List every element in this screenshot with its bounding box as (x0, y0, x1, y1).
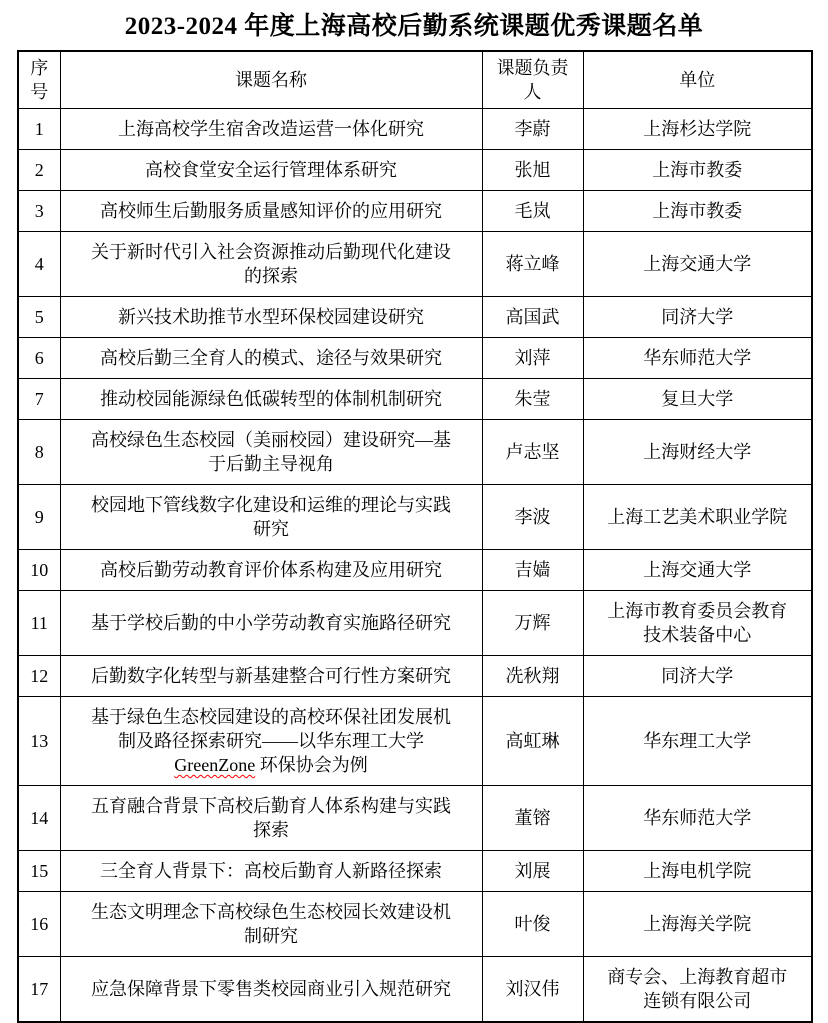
cell-index: 11 (18, 591, 60, 656)
cell-leader: 叶俊 (482, 892, 583, 957)
cell-unit: 同济大学 (583, 656, 812, 697)
cell-project-name: 上海高校学生宿舍改造运营一体化研究 (60, 109, 482, 150)
cell-leader: 董镕 (482, 786, 583, 851)
cell-index: 3 (18, 191, 60, 232)
cell-unit: 华东师范大学 (583, 786, 812, 851)
cell-project-name: 关于新时代引入社会资源推动后勤现代化建设的探索 (60, 232, 482, 297)
table-row (18, 591, 812, 656)
cell-leader: 刘展 (482, 851, 583, 892)
table-row (18, 656, 812, 697)
cell-index: 4 (18, 232, 60, 297)
cell-unit: 上海市教育委员会教育技术装备中心 (583, 591, 812, 656)
header-row (18, 51, 812, 109)
cell-project-name: 高校绿色生态校园（美丽校园）建设研究—基于后勤主导视角 (60, 420, 482, 485)
table-body (18, 109, 812, 1023)
cell-unit: 上海电机学院 (583, 851, 812, 892)
cell-index: 8 (18, 420, 60, 485)
header-unit: 单位 (583, 51, 812, 109)
cell-leader: 高国武 (482, 297, 583, 338)
cell-leader: 毛岚 (482, 191, 583, 232)
table-row (18, 851, 812, 892)
cell-index: 1 (18, 109, 60, 150)
table-row (18, 420, 812, 485)
cell-unit: 上海市教委 (583, 191, 812, 232)
cell-project-name: 三全育人背景下：高校后勤育人新路径探索 (60, 851, 482, 892)
cell-index: 5 (18, 297, 60, 338)
header-index: 序号 (18, 51, 60, 109)
cell-unit: 上海交通大学 (583, 550, 812, 591)
cell-leader: 卢志坚 (482, 420, 583, 485)
cell-leader: 吉嫱 (482, 550, 583, 591)
cell-index: 16 (18, 892, 60, 957)
table-header (18, 51, 812, 109)
cell-index: 9 (18, 485, 60, 550)
spellcheck-flagged-word: GreenZone (174, 755, 256, 775)
cell-leader: 刘萍 (482, 338, 583, 379)
award-table (17, 50, 813, 1023)
table-row (18, 550, 812, 591)
cell-leader: 万辉 (482, 591, 583, 656)
cell-unit: 上海交通大学 (583, 232, 812, 297)
cell-leader: 李蔚 (482, 109, 583, 150)
table-row (18, 191, 812, 232)
cell-index: 10 (18, 550, 60, 591)
cell-project-name: 新兴技术助推节水型环保校园建设研究 (60, 297, 482, 338)
cell-leader: 刘汉伟 (482, 957, 583, 1023)
table-row (18, 150, 812, 191)
cell-unit: 华东理工大学 (583, 697, 812, 786)
cell-project-name: 高校食堂安全运行管理体系研究 (60, 150, 482, 191)
cell-leader: 高虹琳 (482, 697, 583, 786)
table-row (18, 297, 812, 338)
table-row (18, 892, 812, 957)
cell-index: 7 (18, 379, 60, 420)
cell-leader: 蒋立峰 (482, 232, 583, 297)
cell-unit: 复旦大学 (583, 379, 812, 420)
cell-project-name: 五育融合背景下高校后勤育人体系构建与实践探索 (60, 786, 482, 851)
cell-leader: 朱莹 (482, 379, 583, 420)
cell-leader: 张旭 (482, 150, 583, 191)
cell-project-name: 应急保障背景下零售类校园商业引入规范研究 (60, 957, 482, 1023)
cell-project-name: 校园地下管线数字化建设和运维的理论与实践研究 (60, 485, 482, 550)
table-row (18, 232, 812, 297)
cell-index: 14 (18, 786, 60, 851)
header-leader: 课题负责人 (482, 51, 583, 109)
cell-index: 15 (18, 851, 60, 892)
cell-unit: 上海杉达学院 (583, 109, 812, 150)
table-row (18, 379, 812, 420)
cell-project-name: 高校后勤三全育人的模式、途径与效果研究 (60, 338, 482, 379)
cell-leader: 冼秋翔 (482, 656, 583, 697)
cell-unit: 上海海关学院 (583, 892, 812, 957)
cell-unit: 商专会、上海教育超市连锁有限公司 (583, 957, 812, 1023)
cell-index: 13 (18, 697, 60, 786)
table-row (18, 697, 812, 786)
cell-index: 17 (18, 957, 60, 1023)
cell-project-name: 推动校园能源绿色低碳转型的体制机制研究 (60, 379, 482, 420)
table-row (18, 485, 812, 550)
cell-unit: 上海工艺美术职业学院 (583, 485, 812, 550)
table-row (18, 338, 812, 379)
page-title: 2023-2024 年度上海高校后勤系统课题优秀课题名单 (124, 13, 704, 40)
cell-leader: 李波 (482, 485, 583, 550)
cell-project-name: 基于绿色生态校园建设的高校环保社团发展机制及路径探索研究——以华东理工大学GreenZone 环保协会为例 (60, 697, 482, 786)
cell-unit: 华东师范大学 (583, 338, 812, 379)
cell-project-name: 基于学校后勤的中小学劳动教育实施路径研究 (60, 591, 482, 656)
header-project-name: 课题名称 (60, 51, 482, 109)
table-row (18, 109, 812, 150)
cell-index: 6 (18, 338, 60, 379)
cell-index: 2 (18, 150, 60, 191)
cell-unit: 上海财经大学 (583, 420, 812, 485)
cell-project-name: 高校师生后勤服务质量感知评价的应用研究 (60, 191, 482, 232)
table-row (18, 786, 812, 851)
cell-project-name: 生态文明理念下高校绿色生态校园长效建设机制研究 (60, 892, 482, 957)
cell-unit: 上海市教委 (583, 150, 812, 191)
table-row (18, 957, 812, 1023)
cell-project-name: 后勤数字化转型与新基建整合可行性方案研究 (60, 656, 482, 697)
cell-unit: 同济大学 (583, 297, 812, 338)
cell-index: 12 (18, 656, 60, 697)
cell-project-name: 高校后勤劳动教育评价体系构建及应用研究 (60, 550, 482, 591)
